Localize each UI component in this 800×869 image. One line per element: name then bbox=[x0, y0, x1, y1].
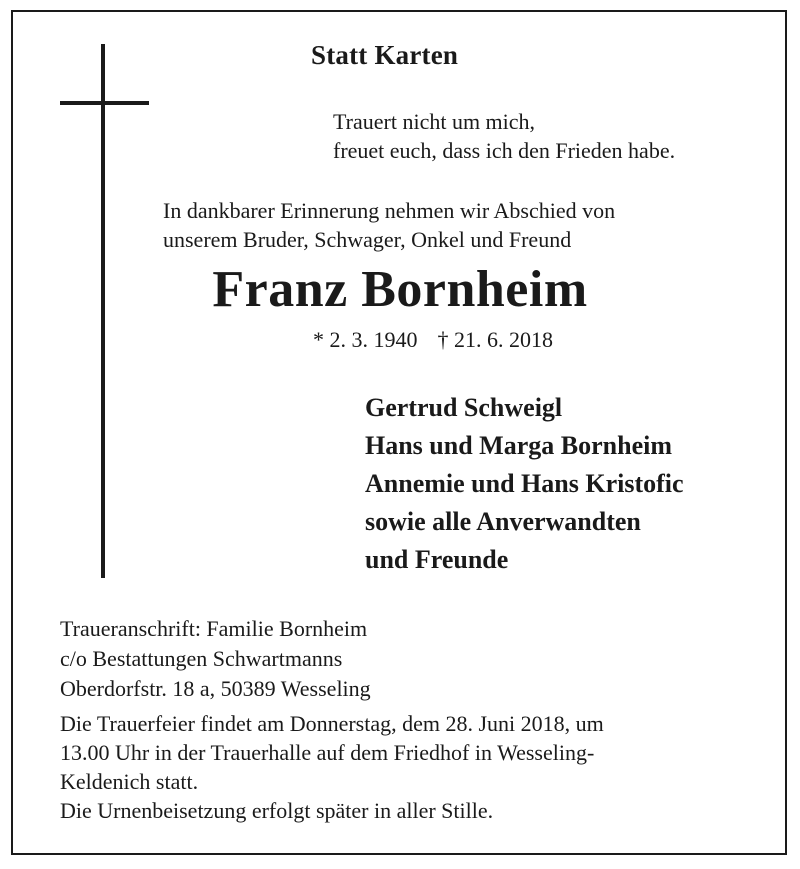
quote-line: Trauert nicht um mich, bbox=[333, 109, 536, 134]
life-dates bbox=[313, 327, 553, 353]
quote-line: freuet euch, dass ich den Frieden habe. bbox=[333, 138, 676, 163]
intro-line: In dankbarer Erinnerung nehmen wir Abschied von bbox=[163, 198, 616, 223]
cross-icon-horizontal-bar bbox=[60, 101, 149, 105]
ceremony-line: Die Trauerfeier findet am Donnerstag, dem 28. Juni 2018, um bbox=[60, 711, 604, 736]
mourner-line: Annemie und Hans Kristofic bbox=[365, 469, 684, 498]
farewell-intro bbox=[163, 196, 615, 254]
ceremony-line: Die Urnenbeisetzung erfolgt später in aller Stille. bbox=[60, 798, 494, 823]
ceremony-details bbox=[60, 709, 604, 825]
address-line: c/o Bestattungen Schwartmanns bbox=[60, 646, 343, 671]
address-line: Oberdorfstr. 18 a, 50389 Wesseling bbox=[60, 676, 371, 701]
notice-heading: Statt Karten bbox=[311, 40, 459, 70]
mourner-line: und Freunde bbox=[365, 545, 509, 574]
address-line: Traueranschrift: Familie Bornheim bbox=[60, 616, 368, 641]
birth-date: * 2. 3. 1940 bbox=[313, 327, 418, 352]
ceremony-line: 13.00 Uhr in der Trauerhalle auf dem Friedhof in Wesseling- bbox=[60, 740, 595, 765]
death-date: † 21. 6. 2018 bbox=[437, 327, 553, 352]
mourning-address bbox=[60, 614, 371, 704]
deceased-name: Franz Bornheim bbox=[212, 261, 588, 318]
mourner-line: Hans und Marga Bornheim bbox=[365, 431, 672, 460]
mourners-list bbox=[365, 389, 684, 579]
mourner-line: Gertrud Schweigl bbox=[365, 393, 563, 422]
mourner-line: sowie alle Anverwandten bbox=[365, 507, 641, 536]
ceremony-line: Keldenich statt. bbox=[60, 769, 199, 794]
intro-line: unserem Bruder, Schwager, Onkel und Freund bbox=[163, 227, 572, 252]
memorial-quote bbox=[333, 107, 675, 165]
